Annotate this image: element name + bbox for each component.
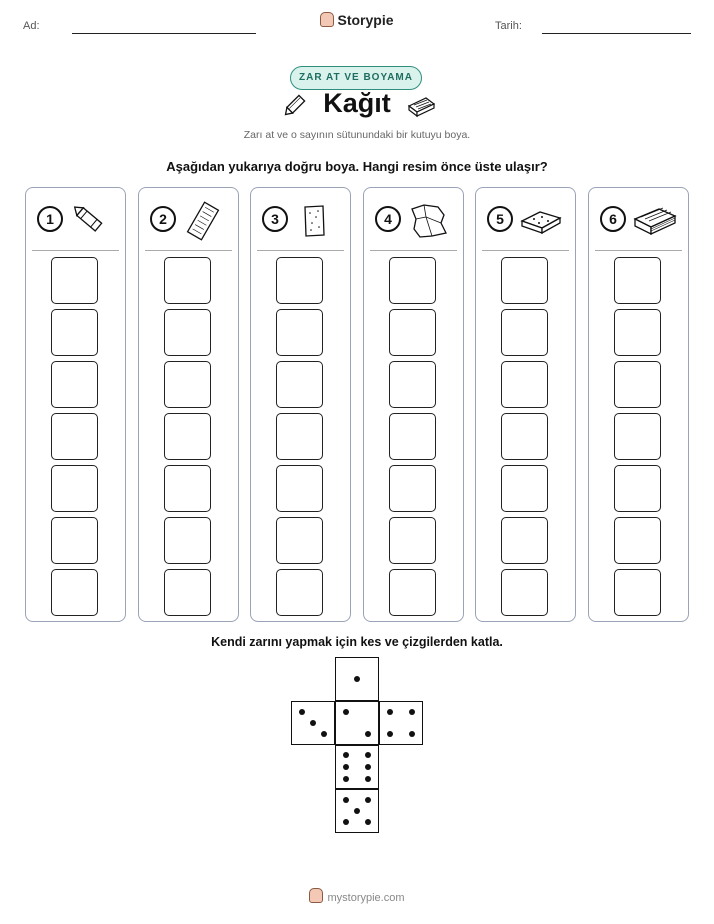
dice-pip	[365, 797, 371, 803]
paper-sheet-icon	[295, 201, 335, 241]
color-box[interactable]	[501, 517, 548, 564]
color-box[interactable]	[276, 309, 323, 356]
dice-pip	[321, 731, 327, 737]
dice-pip	[409, 731, 415, 737]
column-1	[25, 187, 126, 622]
dice-instruction: Kendi zarını yapmak için kes ve çizgilerden katla.	[211, 635, 503, 649]
paper-stack-icon	[633, 201, 677, 241]
brand-name: Storypie	[337, 12, 394, 28]
dice-face-4	[379, 701, 423, 745]
subtitle: Zarı at ve o sayının sütunundaki bir kutuyu boya.	[243, 129, 471, 141]
color-box[interactable]	[164, 257, 211, 304]
column-number: 2	[150, 206, 176, 232]
dice-pip	[310, 720, 316, 726]
color-box[interactable]	[276, 465, 323, 512]
color-box[interactable]	[614, 361, 661, 408]
column-5	[475, 187, 576, 622]
color-box[interactable]	[51, 361, 98, 408]
color-box[interactable]	[51, 309, 98, 356]
dice-pip	[409, 709, 415, 715]
column-2	[138, 187, 239, 622]
storypie-bear-icon	[309, 888, 323, 903]
dice-pip	[343, 819, 349, 825]
color-box[interactable]	[164, 465, 211, 512]
color-box[interactable]	[276, 517, 323, 564]
dice-pip	[365, 776, 371, 782]
column-divider	[482, 250, 569, 251]
column-divider	[145, 250, 232, 251]
color-box[interactable]	[389, 361, 436, 408]
color-box[interactable]	[501, 309, 548, 356]
column-3	[250, 187, 351, 622]
dice-face-1	[335, 657, 379, 701]
cardboard-icon	[183, 201, 223, 241]
color-box[interactable]	[51, 257, 98, 304]
color-box[interactable]	[276, 257, 323, 304]
name-label: Ad:	[23, 20, 40, 32]
color-box[interactable]	[389, 257, 436, 304]
footer	[0, 888, 714, 904]
color-box[interactable]	[389, 517, 436, 564]
color-box[interactable]	[501, 569, 548, 616]
dice-pip	[354, 676, 360, 682]
column-number: 5	[487, 206, 513, 232]
column-divider	[32, 250, 119, 251]
crayon-icon	[70, 201, 110, 239]
page-title: Kağıt	[323, 88, 391, 118]
dice-pip	[299, 709, 305, 715]
color-box[interactable]	[51, 465, 98, 512]
storypie-bear-icon	[320, 12, 334, 27]
dice-face-6	[335, 745, 379, 789]
color-box[interactable]	[164, 413, 211, 460]
color-box[interactable]	[164, 361, 211, 408]
dice-pip	[343, 776, 349, 782]
color-box[interactable]	[51, 517, 98, 564]
color-box[interactable]	[276, 569, 323, 616]
column-number: 6	[600, 206, 626, 232]
color-box[interactable]	[389, 465, 436, 512]
dice-pip	[365, 819, 371, 825]
crumpled-paper-icon	[408, 201, 448, 241]
column-number: 3	[262, 206, 288, 232]
dice-pip	[343, 797, 349, 803]
color-box[interactable]	[51, 569, 98, 616]
color-box[interactable]	[614, 309, 661, 356]
dice-pip	[343, 752, 349, 758]
column-divider	[370, 250, 457, 251]
color-box[interactable]	[164, 309, 211, 356]
color-box[interactable]	[51, 413, 98, 460]
color-box[interactable]	[614, 465, 661, 512]
color-box[interactable]	[614, 257, 661, 304]
dice-pip	[365, 764, 371, 770]
activity-badge: ZAR AT VE BOYAMA	[290, 66, 422, 90]
dice-pip	[387, 731, 393, 737]
color-box[interactable]	[389, 413, 436, 460]
column-4	[363, 187, 464, 622]
color-box[interactable]	[276, 361, 323, 408]
dice-pip	[354, 808, 360, 814]
dice-pip	[343, 764, 349, 770]
date-line	[542, 33, 691, 34]
column-6	[588, 187, 689, 622]
color-box[interactable]	[501, 413, 548, 460]
sponge-icon	[520, 201, 562, 241]
color-box[interactable]	[614, 569, 661, 616]
dice-pip	[343, 709, 349, 715]
column-divider	[257, 250, 344, 251]
dice-face-3	[291, 701, 335, 745]
color-box[interactable]	[501, 257, 548, 304]
color-box[interactable]	[614, 517, 661, 564]
name-line	[72, 33, 256, 34]
date-label: Tarih:	[495, 20, 522, 32]
column-number: 1	[37, 206, 63, 232]
instruction: Aşağıdan yukarıya doğru boya. Hangi resim önce üste ulaşır?	[166, 159, 548, 174]
footer-url: mystorypie.com	[327, 892, 405, 904]
color-box[interactable]	[164, 569, 211, 616]
dice-pip	[365, 731, 371, 737]
color-box[interactable]	[276, 413, 323, 460]
column-number: 4	[375, 206, 401, 232]
column-divider	[595, 250, 682, 251]
dice-face-2	[335, 701, 379, 745]
paper-pack-icon	[406, 94, 436, 118]
color-box[interactable]	[389, 569, 436, 616]
color-box[interactable]	[501, 361, 548, 408]
color-box[interactable]	[164, 517, 211, 564]
dice-pip	[387, 709, 393, 715]
color-box[interactable]	[614, 413, 661, 460]
color-box[interactable]	[389, 309, 436, 356]
color-box[interactable]	[501, 465, 548, 512]
brand-logo	[0, 12, 714, 28]
dice-pip	[365, 752, 371, 758]
dice-face-5	[335, 789, 379, 833]
